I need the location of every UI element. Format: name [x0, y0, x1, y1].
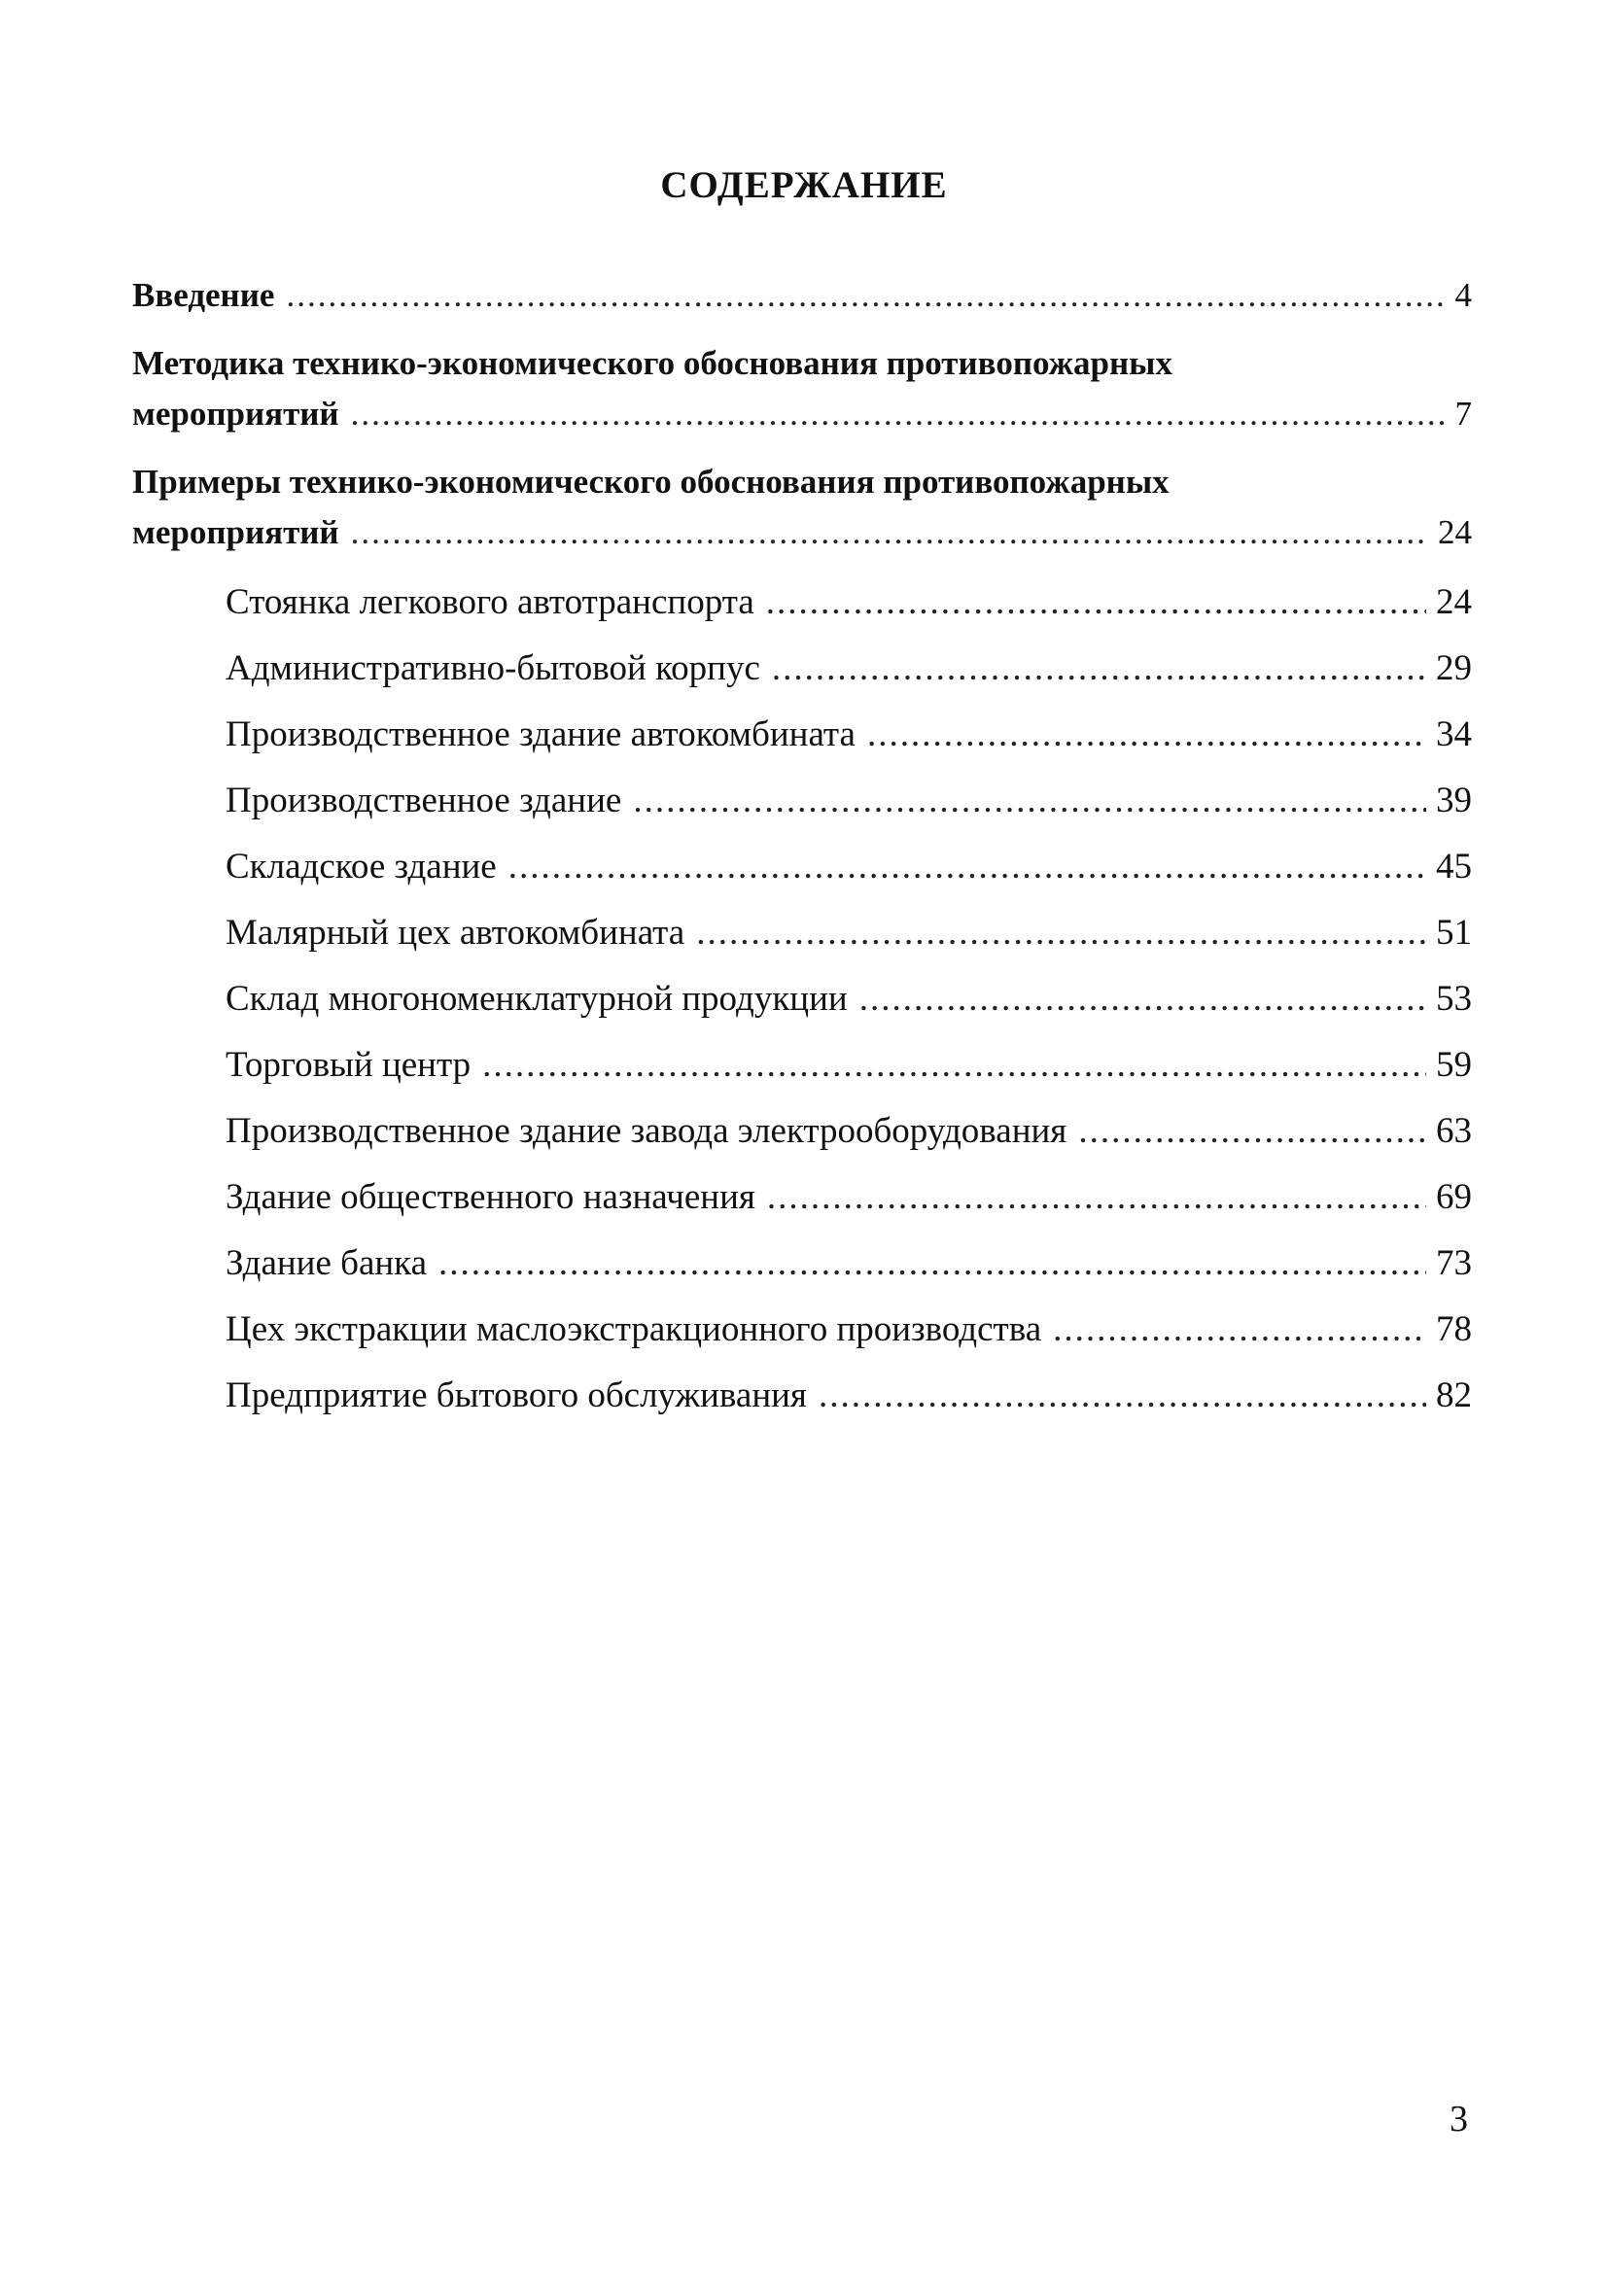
dot-leader: [819, 1363, 1426, 1429]
toc-subentry-page: 82: [1436, 1375, 1472, 1415]
toc-subentry[interactable]: [226, 1297, 1472, 1363]
toc-subentry-title: Производственное здание автокомбината: [226, 714, 856, 754]
toc-subentry-page: 34: [1436, 714, 1472, 754]
toc-subentry-title: Предприятие бытового обслуживания: [226, 1375, 807, 1415]
dot-leader: [633, 768, 1426, 834]
toc-subentry-page: 73: [1436, 1243, 1472, 1283]
dot-leader: [696, 900, 1426, 966]
toc-subentry-title: Стоянка легкового автотранспорта: [226, 582, 754, 622]
toc-subentry[interactable]: [226, 900, 1472, 966]
toc-subentry-title: Складское здание: [226, 847, 497, 887]
dot-leader: [867, 702, 1426, 768]
toc-subentry-page: 63: [1436, 1111, 1472, 1151]
toc-entry-page: 24: [1438, 513, 1472, 551]
toc-subentry-title: Торговый центр: [226, 1045, 472, 1085]
toc-subentry[interactable]: [226, 768, 1472, 834]
toc-entry-title-line2: мероприятий: [132, 513, 339, 551]
dot-leader: [482, 1032, 1426, 1098]
toc-subentry[interactable]: [226, 966, 1472, 1032]
toc-subentry[interactable]: [226, 1165, 1472, 1231]
dot-leader: [772, 636, 1426, 702]
dot-leader: [351, 389, 1446, 439]
toc-subentry-page: 59: [1436, 1045, 1472, 1085]
dot-leader: [766, 570, 1426, 636]
toc-subentry[interactable]: [226, 636, 1472, 702]
toc-entry-page: 4: [1454, 276, 1472, 314]
dot-leader: [286, 270, 1445, 321]
toc-subentry[interactable]: [226, 1363, 1472, 1429]
toc-subentry[interactable]: [226, 834, 1472, 900]
toc-subentry-page: 53: [1436, 979, 1472, 1019]
toc-subentry-page: 78: [1436, 1309, 1472, 1349]
toc-subentry-title: Здание банка: [226, 1243, 428, 1283]
toc-entry-methodology[interactable]: [132, 338, 1472, 439]
dot-leader: [767, 1165, 1426, 1231]
page-title: СОДЕРЖАНИЕ: [660, 164, 948, 206]
toc-subentry[interactable]: [226, 1098, 1472, 1165]
toc-subentry-page: 29: [1436, 648, 1472, 688]
dot-leader: [508, 834, 1426, 900]
toc-subentry-title: Цех экстракции маслоэкстракционного производства: [226, 1309, 1042, 1349]
dot-leader: [438, 1231, 1426, 1297]
toc-subentry-page: 69: [1436, 1177, 1472, 1217]
toc-subentry-title: Производственное здание завода электрооборудования: [226, 1111, 1067, 1151]
toc-subentry-title: Малярный цех автокомбината: [226, 913, 685, 953]
toc-subentry-title: Административно-бытовой корпус: [226, 648, 760, 688]
toc-subentry[interactable]: [226, 1032, 1472, 1098]
toc-subentry[interactable]: [226, 1231, 1472, 1297]
toc-subentry-title: Склад многономенклатурной продукции: [226, 979, 848, 1019]
dot-leader: [351, 507, 1428, 558]
page-number: 3: [1450, 2099, 1468, 2139]
toc-subentry-title: Производственное здание: [226, 781, 622, 820]
dot-leader: [1078, 1098, 1426, 1165]
toc-subentry-title: Здание общественного назначения: [226, 1177, 755, 1217]
toc-entry-introduction[interactable]: [132, 270, 1472, 321]
toc-subentry[interactable]: [226, 702, 1472, 768]
toc-entry-examples[interactable]: [132, 457, 1472, 558]
toc-entry-title: Введение: [132, 276, 275, 314]
toc-subentry[interactable]: [226, 570, 1472, 636]
dot-leader: [1053, 1297, 1426, 1363]
toc-entry-title-line1: Методика технико-экономического обоснования противопожарных: [132, 344, 1172, 382]
table-of-contents: [132, 270, 1472, 1429]
toc-entry-title-line2: мероприятий: [132, 395, 339, 433]
toc-entry-title-line1: Примеры технико-экономического обоснования противопожарных: [132, 463, 1170, 501]
toc-subentry-page: 45: [1436, 847, 1472, 887]
toc-entry-page: 7: [1454, 395, 1472, 433]
dot-leader: [859, 966, 1426, 1032]
toc-subentry-page: 24: [1436, 582, 1472, 622]
toc-subentry-page: 39: [1436, 781, 1472, 820]
toc-subentry-page: 51: [1436, 913, 1472, 953]
